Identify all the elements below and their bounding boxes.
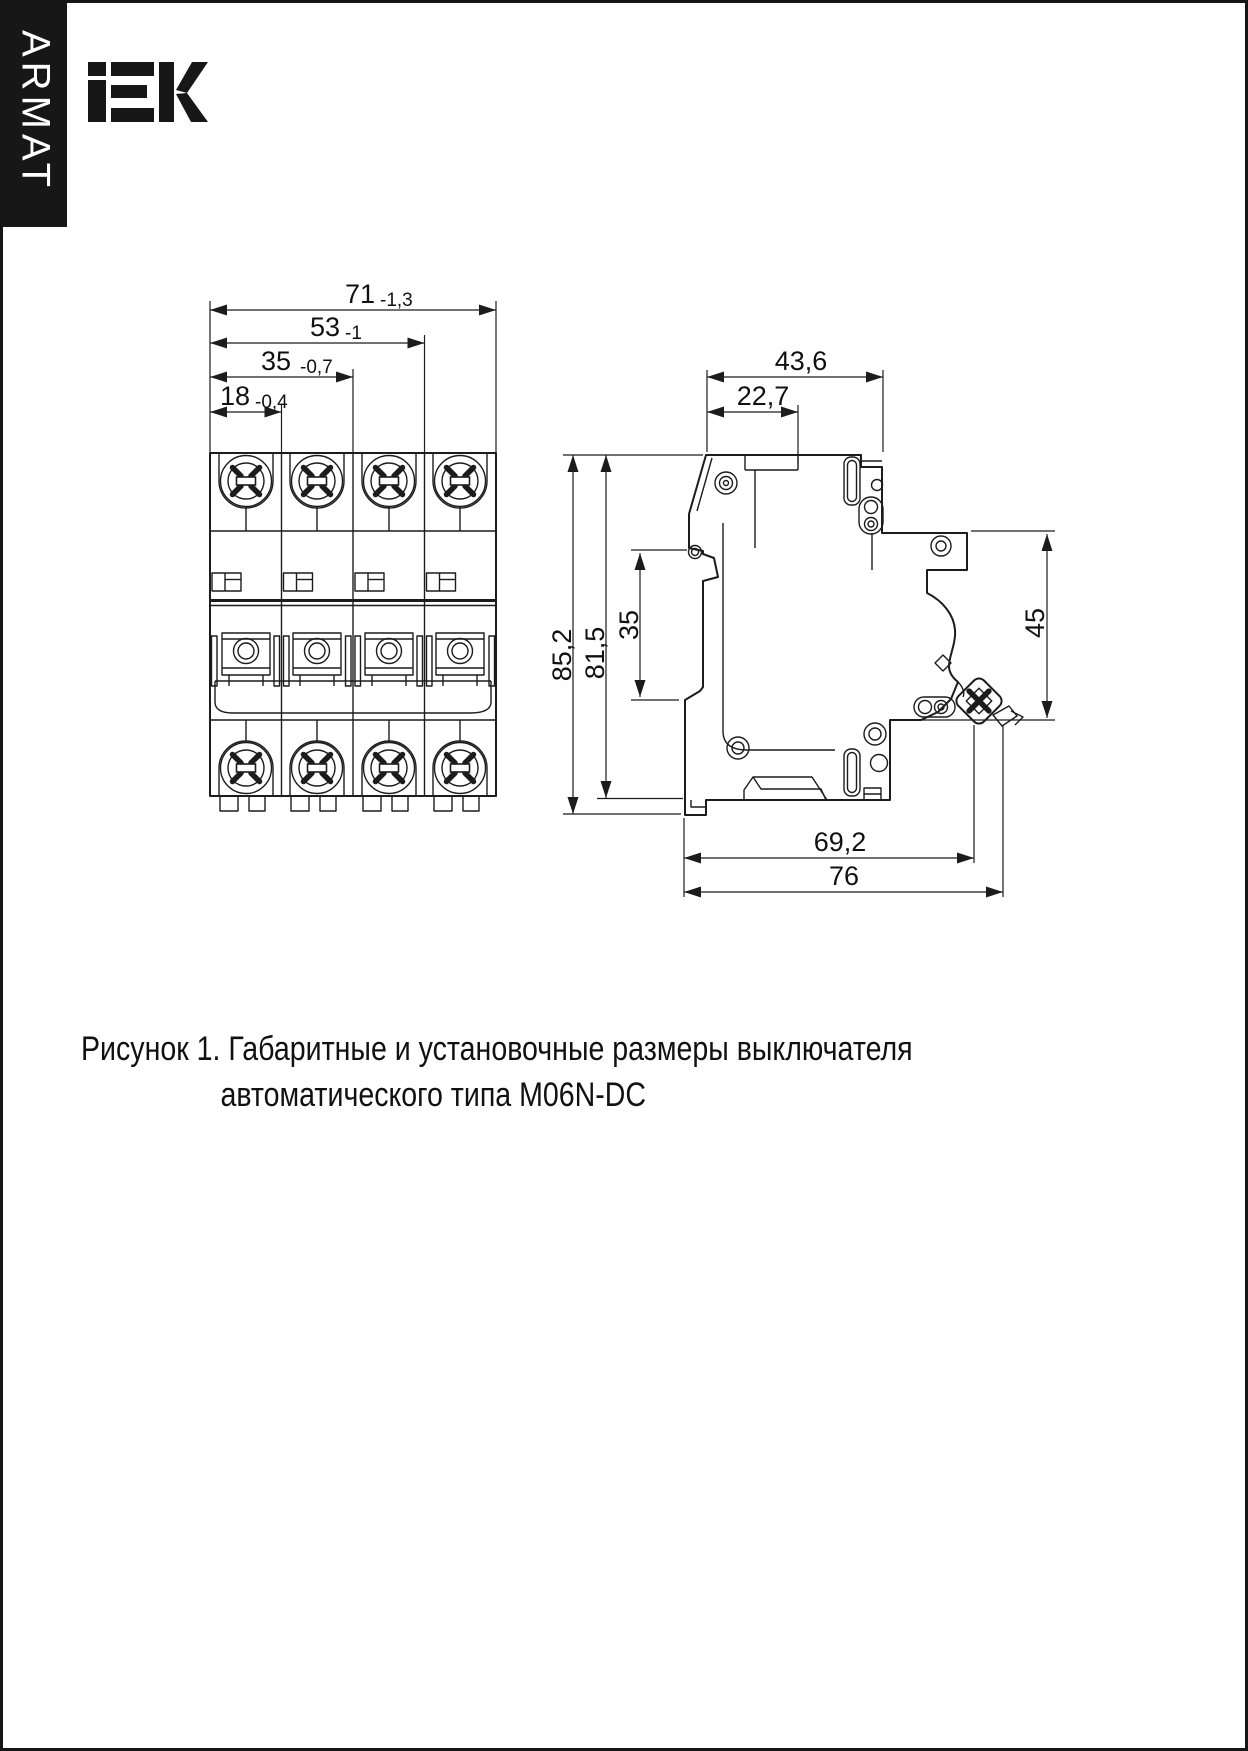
din-foot-notch xyxy=(691,800,706,807)
caption-line-1: Рисунок 1. Габаритные и установочные размеры выключателя xyxy=(81,1030,913,1068)
clip-spring-upper xyxy=(859,497,883,534)
armat-brand-text: ARMAT xyxy=(13,30,58,193)
bottom-tabs-2 xyxy=(291,796,336,811)
toggle-lever-4 xyxy=(427,573,456,591)
front-view xyxy=(210,279,703,814)
dim-label-81-5: 81,5 xyxy=(580,626,610,680)
side-view-dimensions xyxy=(614,346,1055,898)
dim-tol-71: -1,3 xyxy=(380,290,413,311)
din-slot-lower xyxy=(844,749,860,796)
figure-caption xyxy=(81,1027,913,1118)
dim-label-53: 53 xyxy=(309,312,340,342)
toggle-lever-2 xyxy=(284,573,313,591)
side-view xyxy=(614,346,1055,898)
screw-terminal-top-2 xyxy=(290,454,344,531)
dim-label-71: 71 xyxy=(344,279,375,309)
bottom-tabs-3 xyxy=(363,796,408,811)
bottom-tabs-1 xyxy=(220,796,265,811)
rivet-bottom-rear xyxy=(864,723,886,745)
din-slot-upper xyxy=(844,457,860,505)
toggle-lever-1 xyxy=(212,573,241,591)
screw-terminal-bottom-4 xyxy=(433,720,487,796)
dim-tol-53: -1 xyxy=(345,323,362,344)
screw-terminal-bottom-1 xyxy=(219,720,273,796)
dim-tol-35: -0,7 xyxy=(300,357,333,378)
dim-label-35: 35 xyxy=(260,346,291,376)
dim-label-45: 45 xyxy=(1020,607,1050,639)
handle-pivot xyxy=(689,546,702,559)
indicator-window-1 xyxy=(222,633,270,686)
dim-label-side-35: 35 xyxy=(614,609,644,641)
toggle-lever-3 xyxy=(355,573,384,591)
front-view-dimensions xyxy=(210,279,703,814)
dim-label-18: 18 xyxy=(219,381,250,411)
side-view-body xyxy=(685,455,1023,815)
indicator-window-4 xyxy=(436,633,484,686)
rivet-bottom-front xyxy=(727,737,749,759)
bottom-tabs-4 xyxy=(434,796,479,811)
indicator-window-2 xyxy=(293,633,341,686)
dim-label-76: 76 xyxy=(828,861,860,891)
dim-label-69-2: 69,2 xyxy=(813,827,867,857)
dim-label-43-6: 43,6 xyxy=(774,346,828,376)
hole-bottom-rear xyxy=(871,755,888,772)
screw-terminal-top-1 xyxy=(219,454,273,531)
rivet-rear-tab xyxy=(931,536,951,556)
rear-terminal-screw xyxy=(954,676,1023,727)
hole-top-rear xyxy=(872,480,883,491)
indicator-window-3 xyxy=(365,633,413,686)
front-view-body xyxy=(210,453,496,811)
caption-line-2: автоматического типа M06N-DC xyxy=(220,1075,647,1114)
screw-terminal-top-4 xyxy=(433,454,487,531)
screw-terminal-top-3 xyxy=(362,454,416,531)
dim-tol-18: -0,4 xyxy=(255,392,288,413)
dim-label-85-2: 85,2 xyxy=(547,628,577,682)
side-outline xyxy=(685,455,967,815)
technical-drawing xyxy=(3,3,1248,1751)
screw-terminal-bottom-2 xyxy=(290,720,344,796)
dim-label-22-7: 22,7 xyxy=(736,381,790,411)
screw-terminal-bottom-3 xyxy=(362,720,416,796)
rivet-top-front xyxy=(715,472,737,494)
